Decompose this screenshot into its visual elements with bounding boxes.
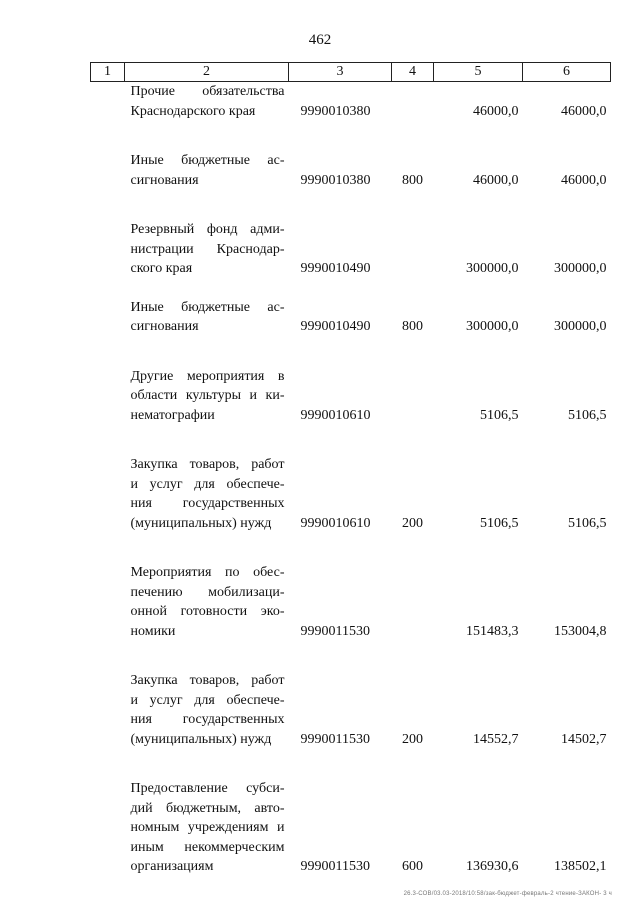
table-row [91,455,611,533]
cell-col-1 [91,82,125,122]
name-line: иным некоммерческим [130,839,285,855]
row-spacer [91,337,611,367]
cell-sum-1: 300000,0 [466,319,519,334]
name-line: онной готовности эко- [130,604,285,619]
cell-col-1 [91,779,125,877]
name-line: Резервный фонд адми- [130,222,285,237]
header-col-4: 4 [392,63,434,82]
name-line: Иные бюджетные ас- [130,299,285,315]
name-line: Закупка товаров, работ [130,673,285,688]
cell-code: 9990010610 [300,515,371,531]
cell-col-1 [91,563,125,641]
row-spacer [91,190,611,220]
cell-name [125,298,289,337]
cell-code: 9990010490 [300,319,371,334]
name-line: Краснодарского края [130,103,256,119]
cell-expense-type [392,367,434,426]
name-line: Иные бюджетные ас- [130,153,285,168]
table-row [91,298,611,337]
spacer-cell [91,533,611,563]
name-line: (муниципальных) нужд [130,731,272,747]
table-row [91,151,611,190]
header-col-1: 1 [91,63,125,82]
cell-code: 9990010380 [300,172,371,188]
row-spacer [91,121,611,151]
budget-table [90,62,611,877]
row-spacer [91,425,611,455]
name-line: ния государственных [130,712,285,727]
cell-sum-1: 5106,5 [480,407,519,423]
footer-note: 26.3-СОВ/03.03-2018/10:58/зак-бюджет-февраль-2 чтение-ЗАКОН- 3 ч [403,891,612,897]
cell-col-1 [91,151,125,190]
name-line: Закупка товаров, работ [130,457,285,472]
row-spacer [91,641,611,671]
cell-expense-type: 600 [402,859,423,874]
cell-expense-type: 200 [402,731,423,747]
cell-code: 9990010610 [300,407,371,423]
name-line: и услуг для обеспече- [130,692,285,708]
cell-name [125,151,289,190]
cell-col-1 [91,220,125,279]
name-line: (муниципальных) нужд [130,515,272,531]
cell-sum-2: 14502,7 [561,731,607,747]
spacer-cell [91,121,611,151]
table-header [91,63,611,82]
spacer-cell [91,337,611,367]
header-col-6: 6 [523,63,611,82]
cell-code: 9990011530 [300,859,370,874]
name-line: нистрации Краснодар- [130,241,285,257]
cell-name [125,220,289,279]
table-row [91,779,611,877]
name-line: сигнования [130,172,199,188]
cell-name [125,779,289,877]
spacer-cell [91,749,611,779]
name-line: Предоставление субси- [130,781,285,796]
cell-sum-2: 5106,5 [568,407,607,423]
cell-sum-1: 151483,3 [466,623,519,639]
cell-sum-2: 300000,0 [554,261,607,276]
cell-expense-type: 800 [402,172,423,188]
name-line: Прочие обязательства [130,84,285,99]
cell-sum-2: 138502,1 [554,859,607,874]
table-row [91,671,611,749]
name-line: номным учреждениям и [130,820,285,835]
cell-code: 9990010380 [300,103,371,119]
table-row [91,82,611,122]
cell-col-1 [91,455,125,533]
cell-name [125,563,289,641]
row-spacer [91,533,611,563]
cell-name [125,671,289,749]
cell-sum-1: 14552,7 [473,731,519,747]
cell-expense-type [392,82,434,122]
name-line: Мероприятия по обес- [130,565,285,580]
cell-code: 9990011530 [300,731,370,747]
cell-code: 9990010490 [300,261,371,276]
spacer-cell [91,190,611,220]
cell-sum-2: 46000,0 [561,103,607,119]
table-row [91,563,611,641]
name-line: дий бюджетным, авто- [130,800,285,816]
table-row [91,367,611,426]
name-line: и услуг для обеспече- [130,476,285,492]
cell-name [125,82,289,122]
name-line: ского края [130,261,193,276]
row-spacer [91,279,611,298]
cell-sum-1: 46000,0 [473,103,519,119]
cell-name [125,455,289,533]
cell-expense-type: 800 [402,319,423,334]
header-row [91,63,611,82]
name-line: Другие мероприятия в [130,368,285,384]
cell-sum-1: 5106,5 [480,515,519,531]
header-col-3: 3 [289,63,392,82]
row-spacer [91,749,611,779]
cell-sum-1: 136930,6 [466,859,519,874]
spacer-cell [91,641,611,671]
table-row [91,220,611,279]
header-col-2: 2 [125,63,289,82]
header-col-5: 5 [434,63,523,82]
name-line: области культуры и ки- [130,388,285,403]
cell-sum-1: 46000,0 [473,172,519,188]
cell-code: 9990011530 [300,623,370,639]
name-line: номики [130,623,176,639]
cell-sum-1: 300000,0 [466,261,519,276]
page-number: 462 [308,32,332,48]
cell-col-1 [91,298,125,337]
cell-expense-type [392,220,434,279]
cell-name [125,367,289,426]
name-line: организациям [130,859,214,874]
table-body [91,82,611,877]
cell-sum-2: 300000,0 [554,319,607,334]
name-line: печению мобилизаци- [130,584,285,600]
cell-expense-type: 200 [402,515,423,531]
cell-expense-type [392,563,434,641]
spacer-cell [91,279,611,298]
cell-sum-2: 153004,8 [554,623,607,639]
cell-col-1 [91,367,125,426]
spacer-cell [91,425,611,455]
cell-col-1 [91,671,125,749]
cell-sum-2: 46000,0 [561,172,607,188]
name-line: ния государственных [130,496,285,511]
name-line: нематографии [130,407,215,423]
name-line: сигнования [130,319,199,334]
cell-sum-2: 5106,5 [568,515,607,531]
